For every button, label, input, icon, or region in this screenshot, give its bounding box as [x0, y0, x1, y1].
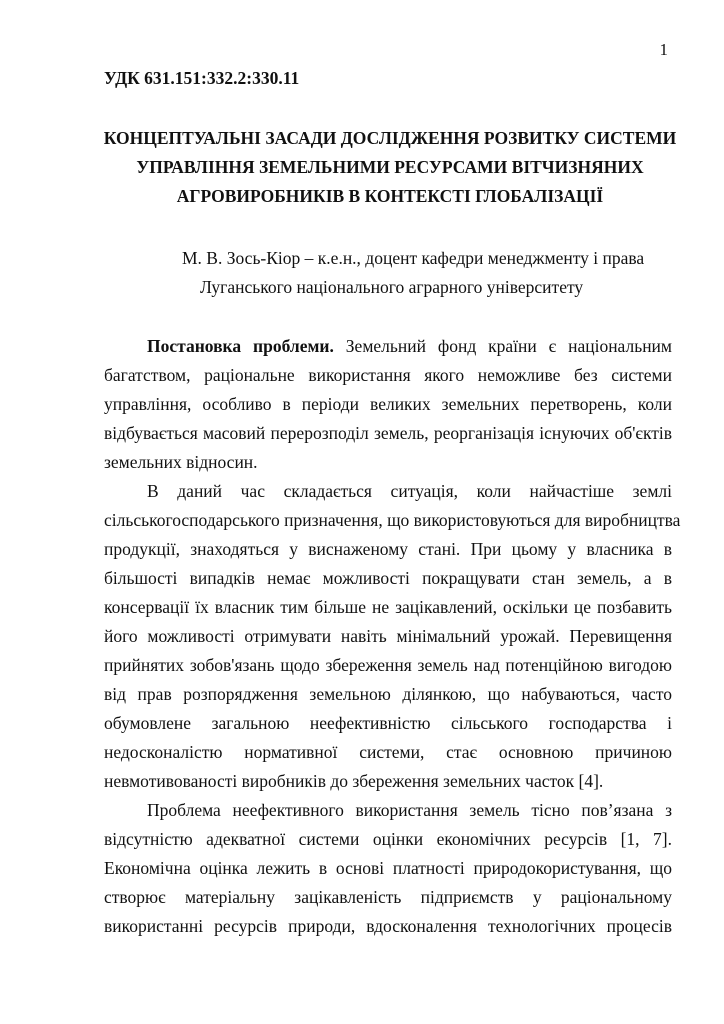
- paragraph-line: [104, 622, 672, 651]
- line-text: управління, особливо в періоди великих земельних перетворень, коли: [104, 394, 672, 414]
- paragraph-line: [104, 419, 672, 448]
- paragraph-line: [104, 593, 672, 622]
- title-line: АГРОВИРОБНИКІВ В КОНТЕКСТІ ГЛОБАЛІЗАЦІЇ: [176, 186, 604, 206]
- paragraph-line: [104, 535, 672, 564]
- line-text: багатством, раціональне використання якого неможливе без системи: [104, 365, 672, 385]
- line-text: від прав розпорядження земельною ділянкою, що набуваються, часто: [104, 684, 672, 704]
- author-info: [104, 244, 672, 302]
- line-text: відсутністю адекватної системи оцінки економічних ресурсів [1, 7].: [104, 829, 672, 849]
- line-text: земельних відносин.: [104, 452, 258, 472]
- line-text: використанні ресурсів природи, вдосконалення технологічних процесів: [104, 916, 672, 936]
- section-heading: Постановка проблеми.: [147, 336, 334, 356]
- paragraph-line: [104, 767, 672, 796]
- line-text: консервації їх власник тим більше не зацікавлений, оскільки це позбавить: [104, 597, 672, 617]
- paragraph-line: [104, 796, 672, 825]
- paragraph-line: [104, 680, 672, 709]
- paragraph-line: [104, 738, 672, 767]
- paragraph-line: [104, 361, 672, 390]
- line-text: обумовлене загальною неефективністю сільського господарства і: [104, 713, 672, 733]
- line-text: недосконалістю нормативної системи, стає основною причиною: [104, 742, 672, 762]
- line-text: Проблема неефективного використання земель тісно пов’язана з: [147, 800, 672, 820]
- line-text: продукції, знаходяться у виснаженому стані. При цьому у власника в: [104, 539, 672, 559]
- line-text: невмотивованості виробників до збереження земельних часток [4].: [104, 771, 604, 791]
- paragraph-line: [104, 709, 672, 738]
- title-line: КОНЦЕПТУАЛЬНІ ЗАСАДИ ДОСЛІДЖЕННЯ РОЗВИТКУ СИСТЕМИ: [103, 128, 677, 148]
- udk-code: УДК 631.151:332.2:330.11: [104, 68, 300, 88]
- article-title: [90, 124, 690, 211]
- line-text: більшості випадків немає можливості покращувати стан земель, а в: [104, 568, 672, 588]
- paragraph-line: [104, 651, 672, 680]
- paragraph-line: [104, 448, 672, 477]
- line-text: прийнятих зобов'язань щодо збереження земель над потенційною вигодою: [104, 655, 672, 675]
- line-text: відбувається масовий перерозподіл земель, реорганізація існуючих об'єктів: [104, 423, 672, 443]
- paragraph-line: [104, 477, 672, 506]
- paragraph-line: [104, 912, 672, 941]
- line-text: сільськогосподарського призначення, що використовуються для виробництва: [104, 510, 681, 530]
- author-line: М. В. Зось-Кіор – к.е.н., доцент кафедри менеджменту і права: [182, 248, 645, 268]
- title-line: УПРАВЛІННЯ ЗЕМЕЛЬНИМИ РЕСУРСАМИ ВІТЧИЗНЯНИХ: [136, 157, 644, 177]
- paragraph-line: [104, 390, 672, 419]
- paragraph-line: [104, 883, 672, 912]
- paragraph-line: [104, 332, 672, 361]
- line-text: В даний час складається ситуація, коли найчастіше землі: [147, 481, 672, 501]
- line-text: Економічна оцінка лежить в основі платності природокористування, що: [104, 858, 672, 878]
- paragraph-line: [104, 854, 672, 883]
- paragraph-line: [104, 506, 681, 535]
- line-text: його можливості отримувати навіть мінімальний урожай. Перевищення: [104, 626, 672, 646]
- paragraph-line: [104, 564, 672, 593]
- author-affiliation: Луганського національного аграрного університету: [200, 277, 584, 297]
- page-number: 1: [659, 40, 668, 59]
- line-text: створює матеріальну зацікавленість підприємств у раціональному: [104, 887, 672, 907]
- line-text: Земельний фонд країни є національним: [345, 336, 672, 356]
- article-body: [104, 332, 681, 941]
- paragraph-line: [104, 825, 672, 854]
